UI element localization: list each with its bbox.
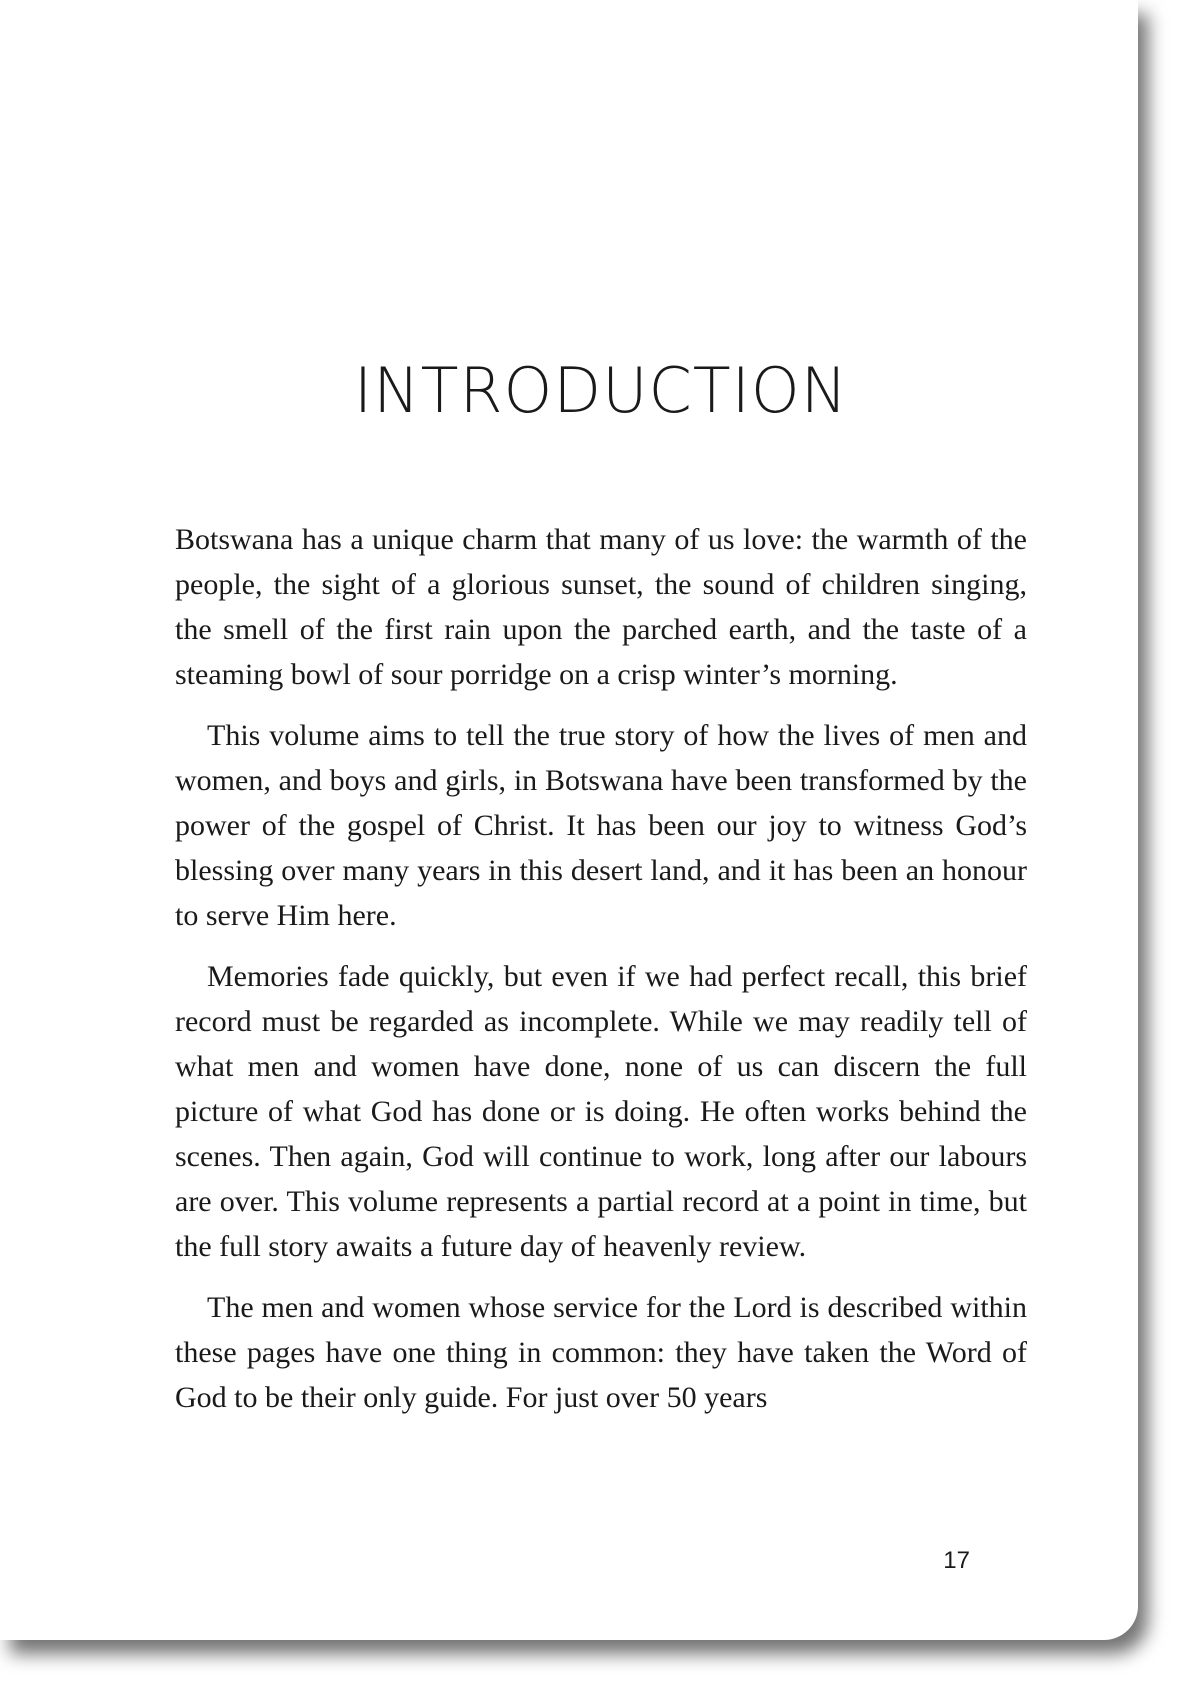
chapter-title: INTRODUCTION [353,354,849,427]
paragraph-3: Memories fade quickly, but even if we had perfect recall, this brief record must be regarded as incomplete. While we may readily tell of what men and women have done, none of us can discern the full picture of what God has done or is doing. He often works behind the scenes. Then again, God will continue to work, long after our labours are over. This volume represents a partial record at a point in time, but the full story awaits a future day of heavenly review. [175,960,1027,1263]
paragraph-4: The men and women whose service for the Lord is described within these pages have one thing in common: they have taken the Word of God to be their only guide. For just over 50 years [175,1291,1027,1414]
paragraph-1: Botswana has a unique charm that many of us love: the warmth of the people, the sight of a glorious sunset, the sound of children singing, the smell of the first rain upon the parched earth, and the taste of a steaming bowl of sour porridge on a crisp winter’s morning. [175,523,1027,691]
page-number: 17 [943,1547,970,1574]
body-text [175,517,1027,1436]
paragraph-2: This volume aims to tell the true story of how the lives of men and women, and boys and girls, in Botswana have been transformed by the power of the gospel of Christ. It has been our joy to witness God’s blessing over many years in this desert land, and it has been an honour to serve Him here. [175,719,1027,932]
